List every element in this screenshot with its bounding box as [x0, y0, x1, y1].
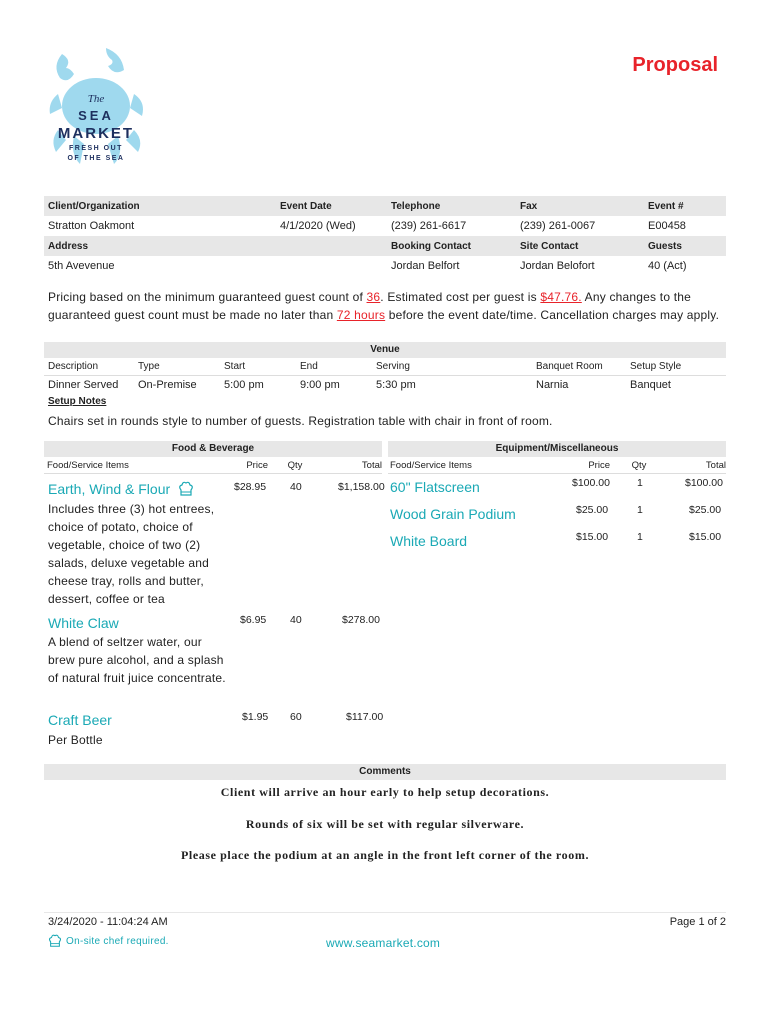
info-value-row-2 [44, 256, 726, 276]
event-info-grid [44, 196, 726, 276]
equip-item-3-price: $15.00 [576, 531, 609, 543]
food-col-qty: Qty [287, 460, 303, 471]
client-value: Stratton Oakmont [48, 220, 135, 232]
pricing-text-1: Pricing based on the minimum guaranteed guest count of [48, 290, 367, 304]
food-item-2-desc: A blend of seltzer water, our brew pure alcohol, and a splash of natural fruit juice concentrate. [48, 635, 226, 685]
booking-contact-value: Jordan Belfort [391, 260, 460, 272]
footer-timestamp: 3/24/2020 - 11:04:24 AM [48, 916, 168, 928]
food-item-1-qty: 40 [290, 481, 302, 493]
fax-value: (239) 261-0067 [520, 220, 596, 232]
comment-line-2: Rounds of six will be set with regular silverware. [245, 817, 525, 831]
website-link[interactable]: www.seamarket.com [326, 936, 441, 950]
pricing-text-3: Any changes to the guaranteed guest count must be made no later than [48, 290, 692, 322]
address-label: Address [44, 241, 387, 252]
venue-serving: 5:30 pm [376, 379, 416, 391]
venue-start: 5:00 pm [224, 379, 264, 391]
venue-table [44, 358, 726, 394]
food-beverage-header: Food & Beverage [44, 441, 382, 457]
footer-divider [44, 912, 726, 913]
food-item-3-desc: Per Bottle [48, 733, 103, 747]
equip-item-1-qty: 1 [637, 477, 643, 489]
food-item-2-qty: 40 [290, 614, 302, 626]
food-col-price: Price [246, 460, 268, 471]
venue-col-end: End [300, 361, 318, 372]
guests-value: 40 (Act) [648, 260, 687, 272]
chef-hat-icon [48, 934, 62, 948]
cost-per-guest-value: $47.76. [540, 290, 582, 304]
equip-col-price: Price [588, 460, 610, 471]
food-item-2-name: White Claw [48, 615, 119, 631]
equip-col-total: Total [705, 460, 726, 471]
sea-market-logo [44, 44, 154, 174]
food-col-items: Food/Service Items [47, 460, 129, 471]
crab-logo-icon [44, 44, 154, 174]
venue-description: Dinner Served [48, 379, 119, 391]
equip-item-3-total: $15.00 [689, 531, 722, 543]
page-title: Proposal [632, 54, 718, 76]
equip-col-qty: Qty [631, 460, 647, 471]
food-item-1-desc: Includes three (3) hot entrees, choice of potato, choice of vegetable, choice of two (2) salads, deluxe vegetable and cheese tray, rolls and butter, dessert, coffee or tea [48, 502, 215, 606]
comments-header: Comments [44, 764, 726, 780]
food-item-2-total: $278.00 [342, 614, 380, 626]
logo-sea: SEA [78, 108, 114, 123]
fax-label: Fax [520, 200, 538, 212]
logo-market: MARKET [57, 125, 135, 142]
guest-count-value: 36 [366, 290, 381, 304]
venue-setup-style: Banquet [630, 379, 671, 391]
event-date-value: 4/1/2020 (Wed) [280, 220, 356, 232]
chef-note-text: On-site chef required. [66, 935, 169, 947]
venue-section-header: Venue [44, 342, 726, 358]
chef-hat-icon [178, 481, 194, 497]
food-item-3-name: Craft Beer [48, 712, 112, 728]
event-number-value: E00458 [648, 220, 686, 232]
info-value-row [44, 216, 726, 236]
venue-col-setup-style: Setup Style [630, 361, 682, 372]
telephone-value: (239) 261-6617 [391, 220, 467, 232]
equip-item-1-total: $100.00 [685, 477, 723, 489]
equipment-header: Equipment/Miscellaneous [388, 441, 726, 457]
address-value: 5th Avevenue [48, 260, 115, 272]
pricing-text-4: before the event date/time. Cancellation charges may apply. [385, 308, 720, 322]
venue-col-description: Description [48, 361, 99, 372]
table-row [44, 376, 726, 394]
venue-col-type: Type [138, 361, 160, 372]
venue-banquet-room: Narnia [536, 379, 569, 391]
food-item-1-total: $1,158.00 [338, 481, 385, 493]
venue-col-serving: Serving [376, 361, 410, 372]
equip-item-1-name: 60" Flatscreen [390, 479, 480, 495]
client-label: Client/Organization [48, 200, 140, 212]
setup-notes-text: Chairs set in rounds style to number of guests. Registration table with chair in front of room. [48, 414, 553, 428]
comment-line-1: Client will arrive an hour early to help setup decorations. [220, 785, 550, 799]
food-item-2-price: $6.95 [240, 614, 267, 626]
food-item-3-price: $1.95 [242, 711, 269, 723]
logo-of-the-sea: OF THE SEA [67, 155, 125, 162]
guests-label: Guests [648, 240, 682, 252]
event-number-label: Event # [648, 200, 684, 212]
equipment-column-headers [388, 458, 726, 474]
info-label-row-2 [44, 236, 726, 256]
food-col-total: Total [361, 460, 382, 471]
chef-note [48, 934, 169, 948]
food-item-name [48, 481, 194, 497]
equip-col-items: Food/Service Items [390, 460, 472, 471]
logo-fresh: FRESH OUT [69, 145, 123, 152]
site-contact-label: Site Contact [520, 240, 579, 252]
equip-item-1-price: $100.00 [572, 477, 610, 489]
equip-item-2-name: Wood Grain Podium [390, 506, 516, 522]
venue-header-row [44, 358, 726, 376]
booking-contact-label: Booking Contact [391, 240, 471, 252]
info-label-row [44, 196, 726, 216]
telephone-label: Telephone [391, 200, 441, 212]
venue-col-banquet-room: Banquet Room [536, 361, 603, 372]
comment-line-3: Please place the podium at an angle in the front left corner of the room. [180, 848, 590, 862]
food-item-3-total: $117.00 [346, 711, 384, 723]
venue-end: 9:00 pm [300, 379, 340, 391]
pricing-text-2: . Estimated cost per guest is [380, 290, 541, 304]
food-item-1-name: Earth, Wind & Flour [48, 481, 171, 497]
site-contact-value: Jordan Belofort [520, 260, 595, 272]
food-column-headers [44, 458, 382, 474]
venue-type: On-Premise [138, 379, 197, 391]
equip-item-3-qty: 1 [637, 531, 643, 543]
food-item-1-price: $28.95 [234, 481, 267, 493]
event-date-label: Event Date [280, 200, 332, 212]
equip-item-2-price: $25.00 [576, 504, 609, 516]
equip-item-3-name: White Board [390, 533, 468, 549]
pricing-terms [48, 288, 728, 324]
venue-col-start: Start [224, 361, 246, 372]
deadline-hours-value: 72 hours [336, 308, 386, 322]
equip-item-2-total: $25.00 [689, 504, 722, 516]
equip-item-2-qty: 1 [637, 504, 643, 516]
food-item-3-qty: 60 [290, 711, 302, 723]
page-number: Page 1 of 2 [669, 916, 726, 928]
setup-notes-label: Setup Notes [48, 396, 107, 407]
logo-the: The [87, 93, 105, 105]
